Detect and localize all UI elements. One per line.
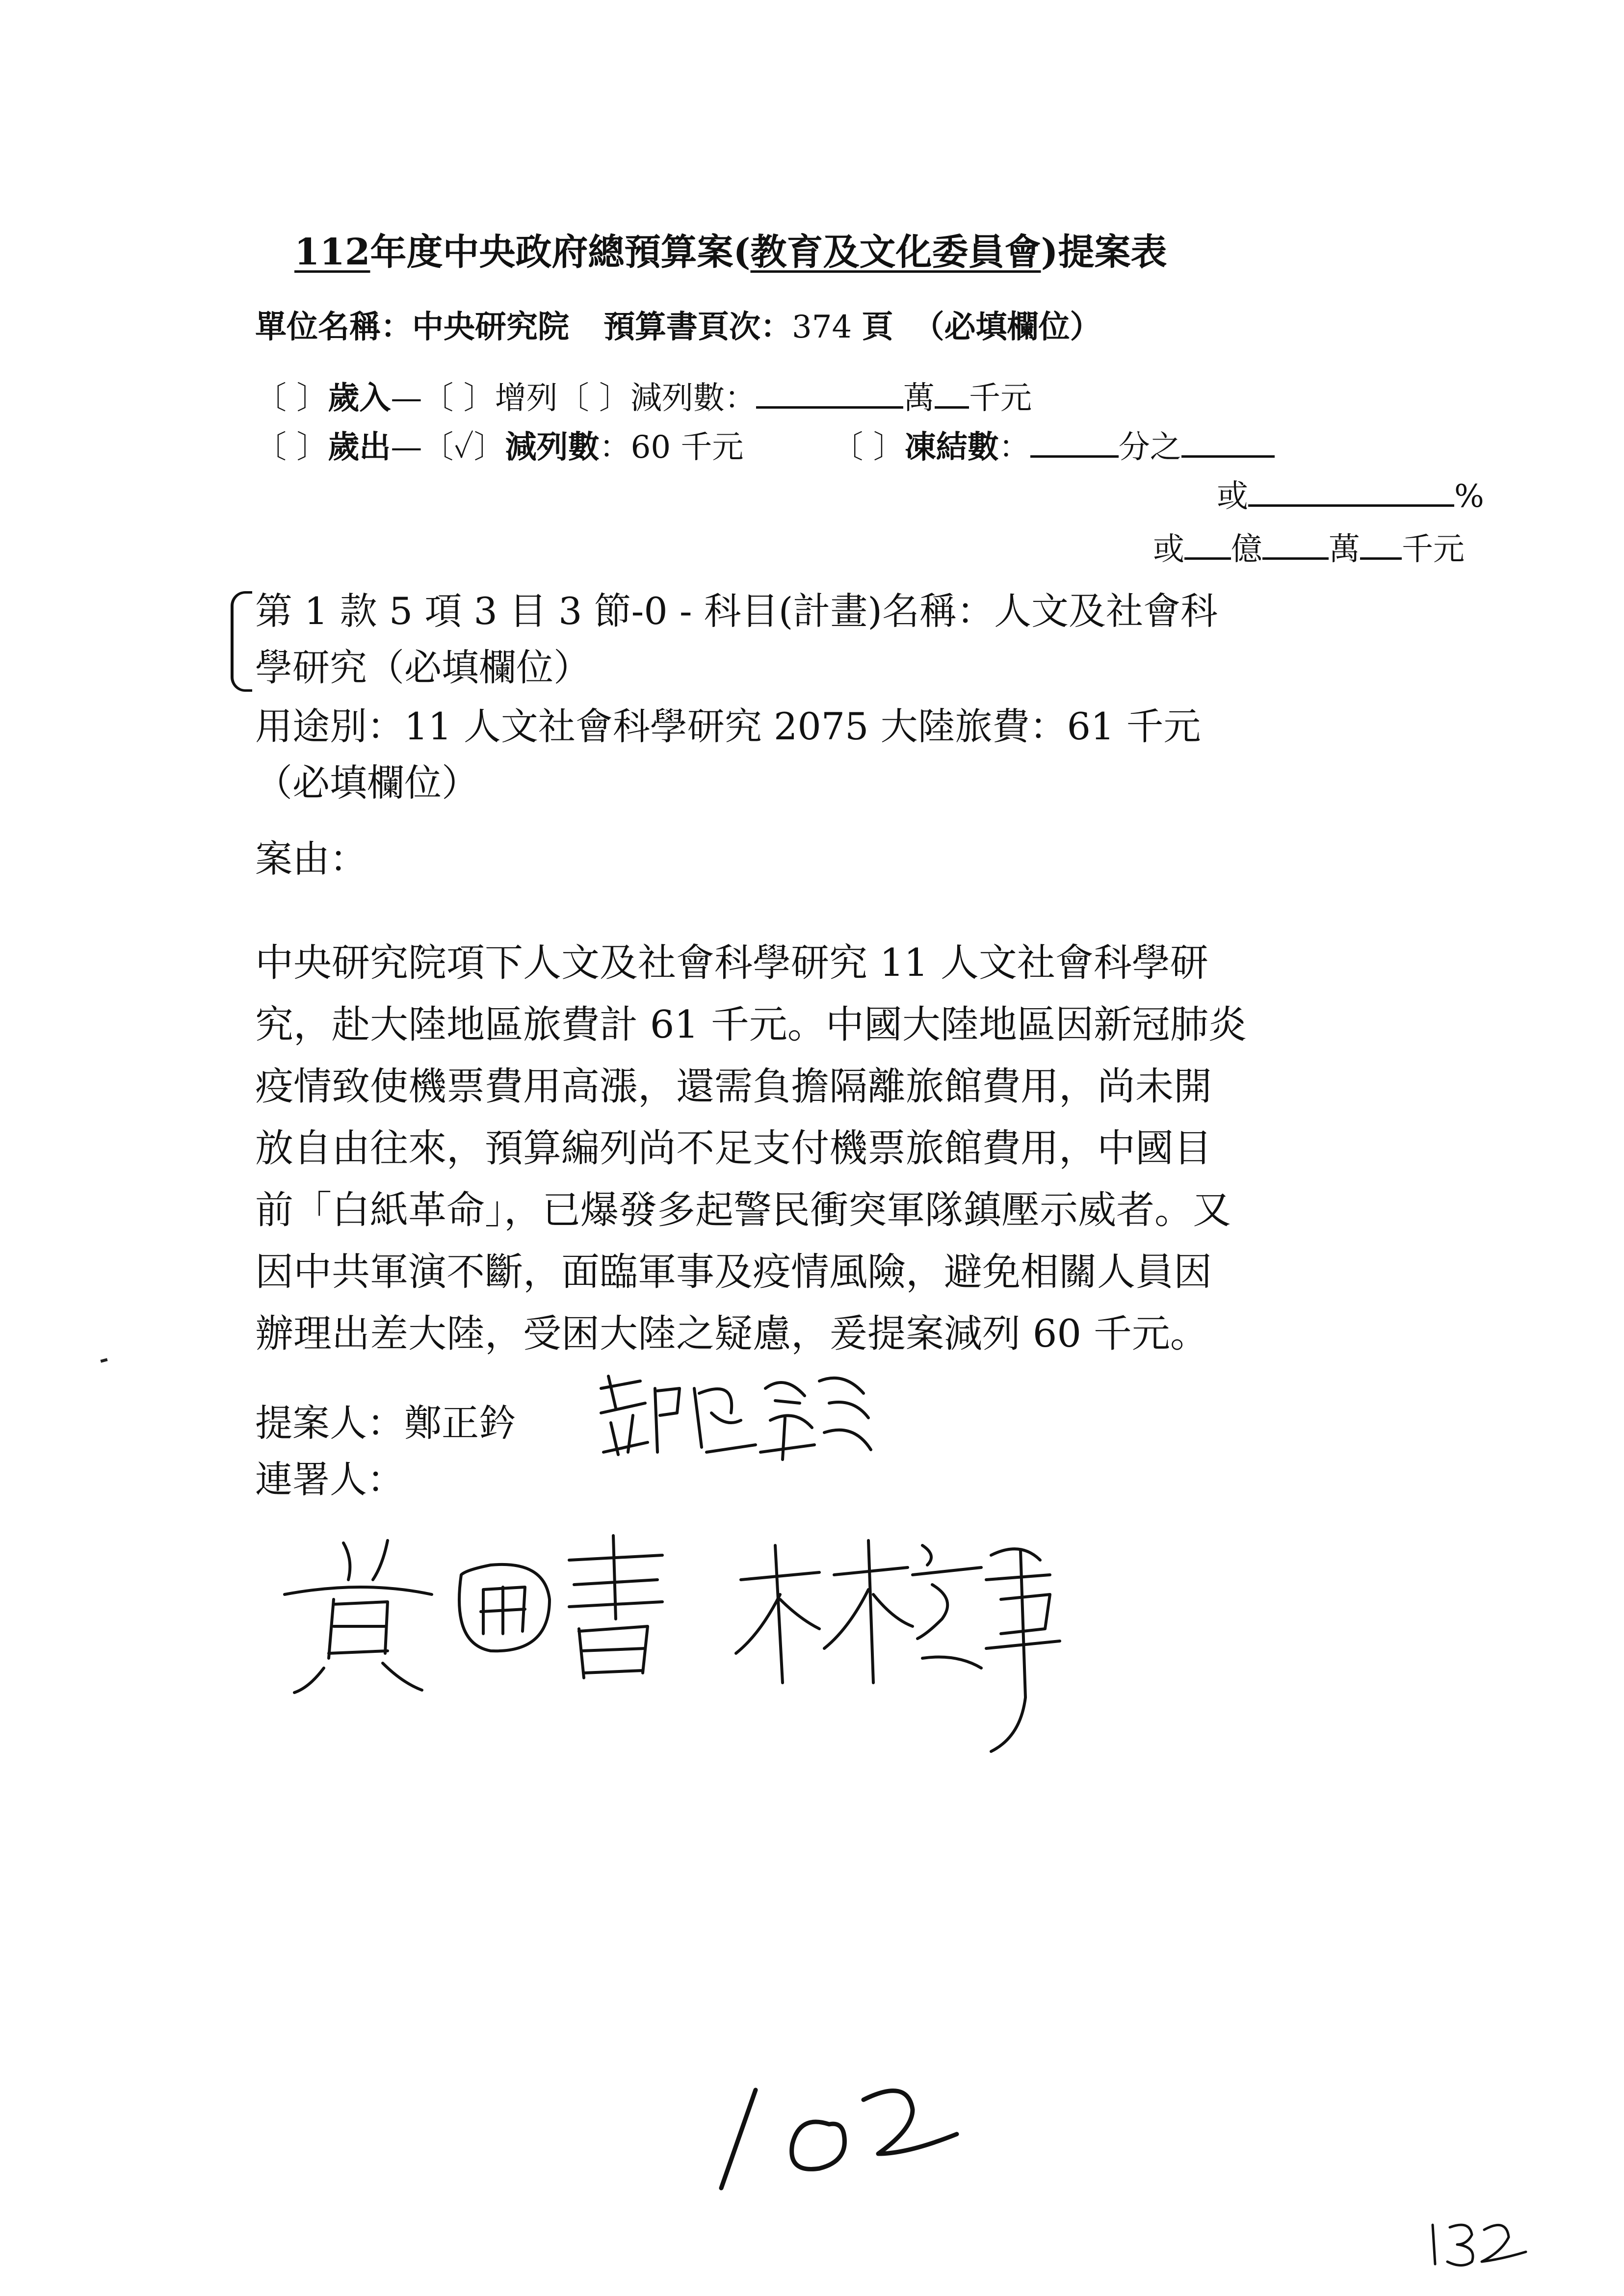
revenue-checkbox[interactable]: 〔 〕: [255, 380, 328, 417]
proposer-name: 鄭正鈐: [404, 1401, 516, 1445]
percent-sign: %: [1454, 478, 1484, 515]
document-title: [294, 223, 1167, 275]
freeze-denominator-blank[interactable]: [1030, 425, 1119, 458]
freeze-fraction-text: 分之: [1118, 429, 1181, 466]
reason-body: [255, 932, 1384, 1365]
reason-line: 前「白紙革命」，已爆發多起警民衝突軍隊鎮壓示威者。又: [255, 1188, 1231, 1232]
title-year: 112: [294, 231, 370, 273]
reason-line: 中央研究院項下人文及社會科學研究 11 人文社會科學研: [255, 941, 1208, 985]
proposer-label: 提案人：: [255, 1401, 404, 1445]
title-part1: 年度中央政府總預算案(: [370, 231, 751, 273]
reason-label: 案由：: [255, 837, 367, 881]
reason-line: 因中共軍演不斷，面臨軍事及疫情風險，避免相關人員因: [255, 1250, 1212, 1294]
revenue-wan-blank[interactable]: [756, 376, 903, 409]
yi-blank[interactable]: [1184, 527, 1231, 560]
or-percent-line: [1217, 471, 1484, 516]
item-bracket: [231, 591, 252, 692]
purpose-line-1: 用途別：11 人文社會科學研究 2075 大陸旅費：61 千元: [255, 704, 1201, 748]
proposer-signature: [589, 1354, 883, 1467]
revenue-decrease-label: 減列數：: [630, 380, 757, 417]
purpose-line-2: （必填欄位）: [255, 761, 479, 805]
expenditure-cut-value: ：60 千元: [599, 429, 744, 466]
unit-wan: 萬: [1329, 531, 1360, 568]
cosigner-signature-2: [726, 1521, 1070, 1756]
or-amount-label: 或: [1153, 531, 1184, 568]
revenue-unit-wan: 萬: [903, 380, 935, 417]
expenditure-line: [255, 422, 1275, 467]
cosigner-line: [255, 1450, 404, 1503]
expenditure-cut-checkbox[interactable]: 〔✓〕: [422, 429, 505, 466]
unit-name-value: 中央研究院: [412, 309, 569, 345]
item-line-1: 第 1 款 5 項 3 目 3 節-0 - 科目(計畫)名稱：人文及社會科: [255, 589, 1218, 633]
expenditure-dash: —: [391, 429, 422, 466]
revenue-label: 歲入: [328, 380, 391, 417]
qian-blank[interactable]: [1360, 527, 1402, 560]
revenue-increase-label: 增列: [495, 380, 558, 417]
freeze-label: 凍結數: [904, 429, 999, 466]
required-note: （必填欄位）: [913, 309, 1101, 345]
expenditure-cut-label: 減列數: [505, 429, 600, 466]
budget-page-label: 預算書頁次：: [603, 309, 792, 345]
handwritten-page-number: [702, 2080, 976, 2198]
freeze-checkbox[interactable]: 〔 〕: [832, 429, 905, 466]
revenue-decrease-checkbox[interactable]: 〔 〕: [557, 380, 631, 417]
scan-mark: [100, 1358, 107, 1362]
or-amount-line: [1153, 524, 1465, 569]
cosigner-label: 連署人：: [255, 1458, 404, 1501]
revenue-unit-qian: 千元: [969, 380, 1032, 417]
revenue-dash: —: [391, 380, 422, 417]
unit-name-label: 單位名稱：: [255, 309, 412, 345]
unit-qian: 千元: [1402, 531, 1465, 568]
item-line-2: 學研究（必填欄位）: [255, 646, 591, 689]
title-part2: )提案表: [1041, 231, 1167, 273]
revenue-line: [255, 373, 1032, 418]
expenditure-checkbox[interactable]: 〔 〕: [255, 429, 328, 466]
or-percent-label: 或: [1217, 478, 1248, 515]
handwritten-corner-number: [1423, 2218, 1531, 2271]
freeze-numerator-blank[interactable]: [1181, 425, 1275, 458]
freeze-colon: ：: [998, 429, 1030, 466]
reason-line: 放自由往來，預算編列尚不足支付機票旅館費用，中國目: [255, 1126, 1212, 1171]
unit-line: [255, 302, 1101, 347]
revenue-increase-checkbox[interactable]: 〔 〕: [422, 380, 495, 417]
reason-line: 究，赴大陸地區旅費計 61 千元。中國大陸地區因新冠肺炎: [255, 1003, 1247, 1047]
reason-line: 疫情致使機票費用高漲，還需負擔隔離旅館費用，尚未開: [255, 1065, 1212, 1109]
budget-page-unit: 頁: [862, 309, 893, 345]
budget-page-value: 374: [792, 309, 852, 345]
revenue-qian-blank[interactable]: [935, 376, 969, 409]
wan-blank[interactable]: [1262, 527, 1329, 560]
percent-blank[interactable]: [1248, 474, 1454, 507]
expenditure-label: 歲出: [328, 429, 391, 466]
reason-line: 辦理出差大陸，受困大陸之疑慮，爰提案減列 60 千元。: [255, 1312, 1208, 1356]
unit-yi: 億: [1231, 531, 1262, 568]
proposer-line: [255, 1393, 516, 1447]
title-committee: 教育及文化委員會: [750, 231, 1041, 273]
cosigner-signature-1: [275, 1521, 716, 1707]
